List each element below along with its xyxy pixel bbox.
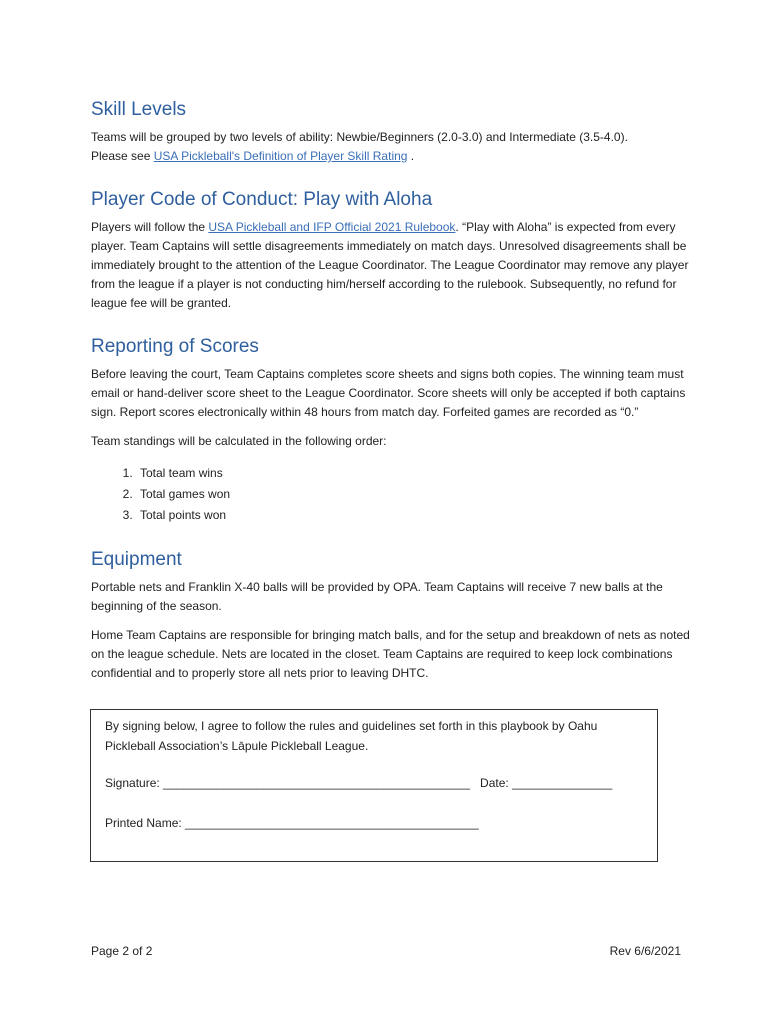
- standings-order-list: [91, 463, 691, 526]
- printed-name-field[interactable]: Printed Name: ____________________________________________: [105, 816, 479, 830]
- heading-reporting-scores: Reporting of Scores: [91, 336, 259, 357]
- revision-date: Rev 6/6/2021: [609, 944, 681, 958]
- signature-box: [90, 709, 658, 862]
- printed-name-row: [105, 814, 643, 832]
- section-skill-levels: [91, 98, 691, 166]
- skill-paragraph: [91, 128, 691, 166]
- section-reporting-scores: [91, 335, 691, 526]
- list-item: 3. Total points won: [136, 505, 691, 526]
- heading-skill-levels: Skill Levels: [91, 99, 187, 120]
- equipment-paragraph-2: Home Team Captains are responsible for bringing match balls, and for the setup and breakdown of nets as noted on the league schedule. Nets are located in the closet. Team Captains are required to keep lock combinations confidential and to properly store all nets prior to leaving DHTC.: [91, 628, 690, 680]
- heading-equipment: Equipment: [91, 549, 182, 570]
- page-footer: [91, 943, 681, 959]
- conduct-paragraph: [91, 218, 691, 313]
- heading-player-conduct: Player Code of Conduct: Play with Aloha: [91, 189, 433, 210]
- link-rulebook[interactable]: USA Pickleball and IFP Official 2021 Rulebook: [208, 220, 456, 234]
- document-body: [91, 98, 691, 693]
- skill-line-2-prefix: Please see: [91, 149, 154, 163]
- date-field[interactable]: Date: _______________: [480, 776, 613, 790]
- section-equipment: [91, 548, 691, 683]
- page-number: Page 2 of 2: [91, 944, 153, 958]
- signature-field[interactable]: Signature: ______________________________________________: [105, 776, 471, 790]
- skill-line-2-suffix: .: [407, 149, 415, 163]
- signature-statement: By signing below, I agree to follow the rules and guidelines set forth in this playbook by Oahu Pickleball Association’s Lāpule Pickleball League.: [105, 719, 598, 753]
- skill-line-1: Teams will be grouped by two levels of ability: Newbie/Beginners (2.0-3.0) and Intermediate (3.5-4.0).: [91, 130, 628, 144]
- conduct-prefix: Players will follow the: [91, 220, 209, 234]
- list-item: 2. Total games won: [136, 484, 691, 505]
- signature-row: [105, 774, 643, 792]
- scores-paragraph-2: Team standings will be calculated in the following order:: [91, 434, 387, 448]
- conduct-suffix: . “Play with Aloha” is expected from every player. Team Captains will settle disagreements immediately on match days. Unresolved disagreements shall be immediately brought to the attention of the League Coordinator. The League Coordinator may remove any player from the league if a player is not conducting him/herself according to the rulebook. Subsequently, no refund for league fee will be granted.: [91, 220, 689, 310]
- section-player-conduct: [91, 188, 691, 313]
- equipment-paragraph-1: Portable nets and Franklin X-40 balls will be provided by OPA. Team Captains will receive 7 new balls at the beginning of the season.: [91, 580, 663, 613]
- link-skill-rating[interactable]: USA Pickleball's Definition of Player Skill Rating: [153, 149, 408, 163]
- scores-paragraph-1: Before leaving the court, Team Captains completes score sheets and signs both copies. The winning team must email or hand-deliver score sheet to the League Coordinator. Score sheets will only be accepted if both captains sign. Report scores electronically within 48 hours from match day. Forfeited games are recorded as “0.”: [91, 367, 686, 419]
- list-item: 1. Total team wins: [136, 463, 691, 484]
